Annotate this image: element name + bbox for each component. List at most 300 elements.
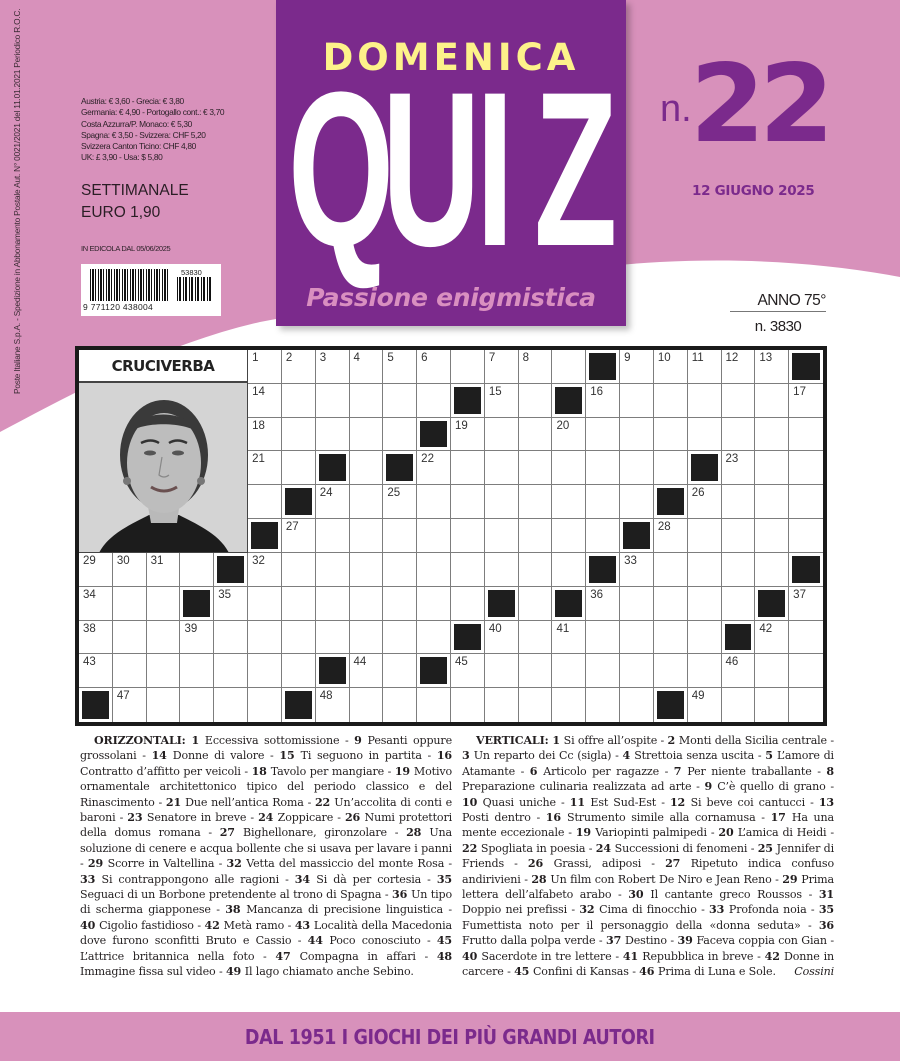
clue-number: 9	[624, 352, 631, 364]
grid-cell[interactable]	[282, 519, 316, 553]
grid-cell[interactable]	[654, 519, 688, 553]
price-line: Germania: € 4,90 - Portogallo cont.: € 3,70	[81, 107, 225, 118]
grid-cell[interactable]	[451, 519, 485, 553]
clue-number: 39	[184, 622, 198, 635]
grid-cell[interactable]	[451, 350, 485, 384]
grid-cell[interactable]	[248, 654, 282, 688]
grid-cell[interactable]	[214, 587, 248, 621]
clue-text: Un’accolita di conti e baroni -	[80, 795, 452, 825]
grid-cell[interactable]	[417, 553, 451, 587]
clue-text: Scorre in Valtellina -	[107, 857, 227, 871]
grid-cell[interactable]	[789, 654, 823, 688]
grid-cell[interactable]	[316, 418, 350, 452]
clue-number: 1	[191, 734, 205, 747]
clue-section-label: VERTICALI:	[476, 734, 553, 747]
grid-cell[interactable]	[586, 418, 620, 452]
grid-cell[interactable]	[282, 587, 316, 621]
grid-cell[interactable]	[485, 553, 519, 587]
logo-letter: U	[382, 46, 481, 292]
clue-text: Ti seguono in partita -	[300, 749, 437, 763]
grid-cell[interactable]	[248, 553, 282, 587]
clue-number: 40	[462, 949, 482, 963]
grid-cell[interactable]	[519, 350, 553, 384]
grid-cell[interactable]	[248, 621, 282, 655]
clue-number: 24	[319, 487, 333, 500]
grid-cell[interactable]	[722, 519, 756, 553]
crossword-title: CRUCIVERBA	[79, 350, 248, 383]
grid-cell[interactable]	[722, 587, 756, 621]
clue-number: 3	[462, 749, 474, 763]
grid-cell[interactable]	[417, 621, 451, 655]
grid-cell[interactable]	[519, 485, 553, 519]
clue-text: Si contrappongono alle ragioni -	[101, 872, 295, 886]
grid-cell[interactable]	[350, 418, 384, 452]
grid-cell[interactable]	[485, 688, 519, 722]
clue-text: L’amore di Atamante -	[462, 749, 834, 778]
grid-cell[interactable]	[755, 654, 789, 688]
clue-text: Motivo ornamentale architettonico tipico del periodo classico e del Rinascimento -	[80, 764, 452, 809]
grid-cell[interactable]	[417, 587, 451, 621]
clue-number: 41	[556, 622, 570, 635]
barcode-addon-number: 53830	[181, 268, 202, 277]
grid-cell[interactable]	[722, 485, 756, 519]
clue-number: 47	[116, 690, 130, 703]
grid-cell[interactable]	[282, 384, 316, 418]
portrait-image-icon	[79, 383, 248, 553]
grid-cell[interactable]	[113, 688, 147, 722]
grid-cell[interactable]	[620, 418, 654, 452]
grid-cell[interactable]	[282, 350, 316, 384]
clue-number: 27	[665, 857, 691, 871]
grid-cell[interactable]	[383, 350, 417, 384]
clue-number: 27	[219, 826, 243, 840]
grid-cell[interactable]	[552, 553, 586, 587]
clue-number: 35	[218, 588, 232, 601]
grid-cell[interactable]	[316, 519, 350, 553]
clue-text: Bighellonare, gironzolare -	[242, 826, 407, 840]
grid-cell[interactable]	[350, 688, 384, 722]
grid-cell[interactable]	[147, 688, 181, 722]
clue-text: Senatore in breve -	[146, 811, 259, 825]
grid-cell[interactable]	[620, 350, 654, 384]
grid-cell[interactable]	[282, 621, 316, 655]
clue-number: 16	[590, 385, 604, 398]
grid-cell[interactable]	[350, 519, 384, 553]
grid-cell[interactable]	[350, 384, 384, 418]
clue-section-label: ORIZZONTALI:	[94, 734, 192, 747]
grid-cell[interactable]	[789, 418, 823, 452]
grid-cell[interactable]	[316, 350, 350, 384]
grid-cell[interactable]	[789, 519, 823, 553]
clue-number: 44	[307, 934, 330, 948]
grid-cell[interactable]	[350, 350, 384, 384]
clue-number: 17	[770, 811, 792, 825]
clue-number: 31	[818, 888, 834, 902]
grid-cell[interactable]	[248, 688, 282, 722]
clue-text: Cigolio fastidioso -	[99, 918, 205, 932]
clue-text: Una soluzione di cenere e acqua bollente che si usava per lavare i panni -	[80, 826, 453, 871]
clue-number: 11	[569, 795, 591, 809]
clue-number: 16	[436, 749, 452, 763]
black-cell	[248, 519, 282, 553]
grid-cell[interactable]	[519, 384, 553, 418]
grid-cell[interactable]	[316, 621, 350, 655]
clue-number: 10	[657, 352, 671, 364]
grid-cell[interactable]	[485, 621, 519, 655]
grid-cell[interactable]	[214, 688, 248, 722]
grid-cell[interactable]	[350, 553, 384, 587]
grid-cell[interactable]	[417, 350, 451, 384]
grid-cell[interactable]	[519, 418, 553, 452]
grid-cell[interactable]	[485, 654, 519, 688]
grid-cell[interactable]	[722, 553, 756, 587]
grid-cell[interactable]	[552, 418, 586, 452]
grid-cell[interactable]	[383, 621, 417, 655]
grid-cell[interactable]	[350, 485, 384, 519]
clue-number: 26	[691, 487, 705, 500]
grid-cell[interactable]	[688, 553, 722, 587]
grid-cell[interactable]	[620, 485, 654, 519]
grid-cell[interactable]	[755, 519, 789, 553]
clue-text: Metà ramo -	[223, 918, 295, 932]
grid-cell[interactable]	[79, 654, 113, 688]
clue-number: 43	[83, 656, 96, 669]
grid-cell[interactable]	[180, 654, 214, 688]
grid-cell[interactable]	[789, 384, 823, 418]
clue-number: 18	[252, 419, 265, 432]
grid-cell[interactable]	[519, 553, 553, 587]
grid-cell[interactable]	[755, 384, 789, 418]
clue-number: 35	[436, 872, 452, 886]
grid-cell[interactable]	[620, 621, 654, 655]
grid-cell[interactable]	[586, 587, 620, 621]
grid-cell[interactable]	[316, 587, 350, 621]
grid-cell[interactable]	[282, 553, 316, 587]
barcode-bars	[90, 269, 170, 301]
grid-cell[interactable]	[688, 350, 722, 384]
grid-cell[interactable]	[383, 553, 417, 587]
clue-number: 5	[387, 352, 394, 364]
clue-text: C’è quello di grano -	[717, 780, 834, 794]
clue-text: Due nell’antica Roma -	[185, 795, 315, 809]
clue-text: Donne in carcere -	[462, 949, 834, 979]
grid-cell[interactable]	[451, 688, 485, 722]
grid-cell[interactable]	[485, 384, 519, 418]
grid-cell[interactable]	[417, 451, 451, 485]
grid-cell[interactable]	[722, 451, 756, 485]
grid-cell[interactable]	[79, 587, 113, 621]
grid-cell[interactable]	[180, 553, 214, 587]
grid-cell[interactable]	[451, 451, 485, 485]
clue-number: 37	[606, 934, 625, 948]
grid-cell[interactable]	[586, 451, 620, 485]
grid-cell[interactable]	[383, 688, 417, 722]
grid-cell[interactable]	[654, 587, 688, 621]
grid-cell[interactable]	[451, 654, 485, 688]
grid-cell[interactable]	[79, 621, 113, 655]
grid-cell[interactable]	[552, 485, 586, 519]
clue-text: Zoppicare -	[277, 811, 345, 825]
grid-cell[interactable]	[248, 418, 282, 452]
grid-cell[interactable]	[654, 621, 688, 655]
grid-cell[interactable]	[755, 485, 789, 519]
issue-date: 12 GIUGNO 2025	[692, 183, 815, 199]
grid-cell[interactable]	[282, 451, 316, 485]
grid-cell[interactable]	[485, 485, 519, 519]
grid-cell[interactable]	[552, 621, 586, 655]
clue-number: 12	[669, 795, 691, 809]
grid-cell[interactable]	[316, 384, 350, 418]
grid-cell[interactable]	[654, 350, 688, 384]
grid-cell[interactable]	[417, 519, 451, 553]
clue-number: 16	[545, 811, 568, 825]
black-cell	[688, 451, 722, 485]
clue-number: 15	[279, 749, 301, 763]
grid-cell[interactable]	[586, 485, 620, 519]
clue-text: Quasi uniche -	[482, 795, 570, 809]
clue-text: Sacerdote in tre lettere -	[481, 949, 623, 963]
clue-number: 32	[252, 554, 265, 567]
black-cell	[586, 350, 620, 384]
grid-cell[interactable]	[214, 654, 248, 688]
clue-text: Profonda noia -	[728, 903, 819, 917]
black-cell	[789, 350, 823, 384]
black-cell	[654, 688, 688, 722]
grid-cell[interactable]	[248, 384, 282, 418]
clue-number: 45	[436, 934, 452, 948]
clue-number: 19	[455, 419, 468, 432]
grid-cell[interactable]	[383, 519, 417, 553]
grid-cell[interactable]	[519, 621, 553, 655]
grid-cell[interactable]	[688, 485, 722, 519]
grid-cell[interactable]	[147, 654, 181, 688]
clue-text: Strettoia senza uscita -	[634, 749, 766, 763]
clue-number: 29	[782, 872, 802, 886]
grid-cell[interactable]	[485, 519, 519, 553]
black-cell	[586, 553, 620, 587]
grid-cell[interactable]	[316, 553, 350, 587]
grid-cell[interactable]	[417, 485, 451, 519]
clue-number: 46	[725, 656, 739, 669]
grid-cell[interactable]	[586, 621, 620, 655]
clue-text: Confini di Kansas -	[532, 965, 640, 979]
clue-number: 22	[314, 795, 335, 809]
clue-number: 4	[622, 749, 635, 763]
grid-cell[interactable]	[755, 418, 789, 452]
grid-cell[interactable]	[147, 553, 181, 587]
grid-cell[interactable]	[519, 587, 553, 621]
black-cell	[282, 688, 316, 722]
clue-number: 37	[793, 588, 806, 601]
grid-cell[interactable]	[417, 384, 451, 418]
grid-cell[interactable]	[485, 418, 519, 452]
grid-cell[interactable]	[620, 688, 654, 722]
grid-cell[interactable]	[113, 553, 147, 587]
barcode-addon-bars	[177, 277, 213, 301]
grid-cell[interactable]	[383, 485, 417, 519]
grid-cell[interactable]	[248, 350, 282, 384]
grid-cell[interactable]	[620, 654, 654, 688]
clue-number: 20	[556, 419, 570, 432]
black-cell	[417, 654, 451, 688]
grid-cell[interactable]	[654, 418, 688, 452]
grid-cell[interactable]	[552, 519, 586, 553]
publication-year: ANNO 75°	[730, 292, 826, 312]
grid-cell[interactable]	[688, 621, 722, 655]
grid-cell[interactable]	[722, 654, 756, 688]
grid-cell[interactable]	[688, 654, 722, 688]
grid-cell[interactable]	[552, 350, 586, 384]
grid-cell[interactable]	[451, 553, 485, 587]
grid-cell[interactable]	[248, 587, 282, 621]
grid-cell[interactable]	[519, 451, 553, 485]
clue-text: Grassi, adiposi -	[553, 857, 666, 871]
grid-cell[interactable]	[282, 654, 316, 688]
grid-cell[interactable]	[620, 553, 654, 587]
clue-text: Si offre all’ospite -	[563, 734, 668, 747]
grid-cell[interactable]	[722, 384, 756, 418]
clue-text: Monti della Sicilia centrale -	[678, 734, 834, 747]
footer-slogan: DAL 1951 I GIOCHI DEI PIÙ GRANDI AUTORI	[245, 1024, 655, 1049]
grid-cell[interactable]	[552, 451, 586, 485]
grid-cell[interactable]	[147, 621, 181, 655]
clue-text: Spogliata in poesia -	[480, 841, 596, 855]
grid-cell[interactable]	[417, 688, 451, 722]
grid-cell[interactable]	[451, 418, 485, 452]
grid-cell[interactable]	[586, 688, 620, 722]
clue-number: 23	[127, 811, 147, 825]
logo-subtitle: Passione enigmistica	[306, 283, 596, 312]
grid-cell[interactable]	[282, 418, 316, 452]
grid-cell[interactable]	[722, 688, 756, 722]
grid-cell[interactable]	[620, 384, 654, 418]
grid-cell[interactable]	[552, 654, 586, 688]
clue-number: 22	[462, 841, 481, 855]
clue-text: Ha una mente eccezionale -	[462, 811, 835, 840]
grid-cell[interactable]	[722, 350, 756, 384]
grid-cell[interactable]	[654, 384, 688, 418]
clue-text: Doppio nei prefissi -	[462, 903, 580, 917]
grid-cell[interactable]	[214, 621, 248, 655]
clue-text: Articolo per ragazze -	[543, 764, 674, 778]
puzzle-author: Cossini	[794, 965, 834, 979]
grid-cell[interactable]	[755, 688, 789, 722]
grid-cell[interactable]	[722, 418, 756, 452]
clue-text: Successioni di fenomeni -	[614, 841, 758, 855]
grid-cell[interactable]	[586, 384, 620, 418]
grid-cell[interactable]	[789, 688, 823, 722]
grid-cell[interactable]	[789, 621, 823, 655]
clue-text: Jennifer di Friends -	[462, 841, 834, 871]
clue-text: Un tipo di scherma giapponese -	[80, 888, 452, 917]
grid-cell[interactable]	[485, 451, 519, 485]
clue-number: 23	[725, 453, 739, 466]
grid-cell[interactable]	[451, 587, 485, 621]
grid-cell[interactable]	[383, 418, 417, 452]
grid-cell[interactable]	[552, 688, 586, 722]
grid-cell[interactable]	[519, 654, 553, 688]
grid-cell[interactable]	[688, 418, 722, 452]
grid-cell[interactable]	[789, 587, 823, 621]
grid-cell[interactable]	[586, 654, 620, 688]
grid-cell[interactable]	[586, 519, 620, 553]
cover-price: EURO 1,90	[81, 204, 161, 221]
grid-cell[interactable]	[519, 688, 553, 722]
clue-number: 9	[354, 734, 368, 747]
grid-cell[interactable]	[180, 688, 214, 722]
clue-number: 8	[522, 352, 530, 364]
grid-cell[interactable]	[79, 553, 113, 587]
grid-cell[interactable]	[620, 451, 654, 485]
grid-cell[interactable]	[383, 384, 417, 418]
grid-cell[interactable]	[383, 654, 417, 688]
grid-cell[interactable]	[519, 519, 553, 553]
grid-cell[interactable]	[755, 621, 789, 655]
clue-text: Compagna in affari -	[299, 949, 437, 963]
clue-text: Il cantante greco Roussos -	[650, 888, 819, 902]
grid-cell[interactable]	[248, 451, 282, 485]
grid-cell[interactable]	[755, 553, 789, 587]
clue-number: 27	[285, 521, 299, 534]
grid-cell[interactable]	[316, 485, 350, 519]
grid-cell[interactable]	[113, 654, 147, 688]
grid-cell[interactable]	[147, 587, 181, 621]
clue-text: Si beve coi cantucci -	[690, 795, 819, 809]
grid-cell[interactable]	[654, 654, 688, 688]
clue-number: 48	[319, 690, 333, 703]
clue-number: 7	[488, 352, 496, 364]
grid-cell[interactable]	[383, 587, 417, 621]
grid-cell[interactable]	[688, 688, 722, 722]
serial-number: n. 3830	[754, 318, 802, 335]
grid-cell[interactable]	[789, 451, 823, 485]
clue-number: 30	[116, 554, 130, 567]
grid-cell[interactable]	[350, 587, 384, 621]
clue-number: 1	[552, 734, 564, 747]
grid-cell[interactable]	[248, 485, 282, 519]
grid-cell[interactable]	[451, 485, 485, 519]
black-cell	[722, 621, 756, 655]
clue-number: 33	[624, 554, 637, 567]
price-line: Svizzera Canton Ticino: CHF 4,80	[81, 141, 196, 152]
clue-text: Destino -	[624, 934, 678, 948]
grid-cell[interactable]	[620, 587, 654, 621]
grid-cell[interactable]	[113, 587, 147, 621]
masthead-logo	[276, 0, 626, 326]
grid-cell[interactable]	[688, 384, 722, 418]
grid-cell[interactable]	[654, 451, 688, 485]
black-cell	[383, 451, 417, 485]
grid-cell[interactable]	[485, 350, 519, 384]
clue-number: 28	[406, 826, 430, 840]
grid-cell[interactable]	[789, 485, 823, 519]
clue-number: 36	[392, 888, 412, 902]
grid-cell[interactable]	[350, 621, 384, 655]
grid-cell[interactable]	[180, 621, 214, 655]
black-cell	[552, 384, 586, 418]
grid-cell[interactable]	[688, 519, 722, 553]
clue-number: 13	[759, 352, 773, 364]
grid-cell[interactable]	[350, 451, 384, 485]
clue-number: 20	[718, 826, 738, 840]
grid-cell[interactable]	[316, 688, 350, 722]
grid-cell[interactable]	[755, 451, 789, 485]
grid-cell[interactable]	[688, 587, 722, 621]
grid-cell[interactable]	[755, 350, 789, 384]
grid-cell[interactable]	[350, 654, 384, 688]
grid-cell[interactable]	[113, 621, 147, 655]
grid-cell[interactable]	[654, 553, 688, 587]
